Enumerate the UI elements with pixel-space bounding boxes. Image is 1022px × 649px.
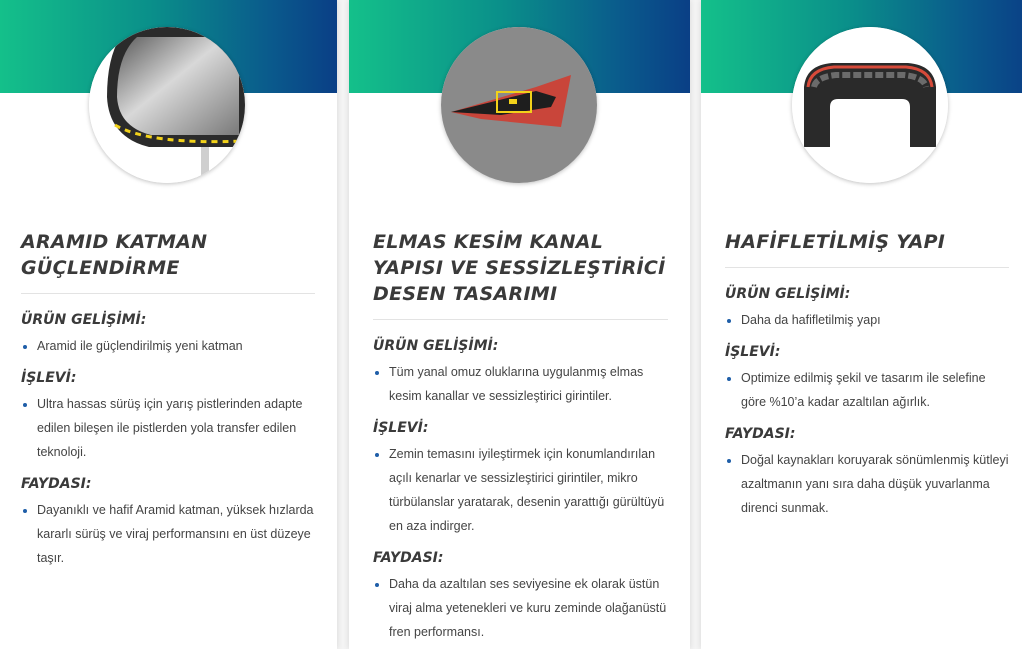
section-function xyxy=(725,342,1009,414)
tire-groove-cut-icon xyxy=(441,27,597,183)
section-heading: ÜRÜN GELİŞİMİ: xyxy=(373,338,499,354)
divider xyxy=(373,319,668,320)
section-development xyxy=(373,336,668,408)
card-content xyxy=(725,229,1009,530)
list-item: Tüm yanal omuz oluklarına uygulanmış elmas kesim kanallar ve sessizleştirici girintiler. xyxy=(373,360,668,408)
section-benefit xyxy=(21,474,315,570)
section-heading: ÜRÜN GELİŞİMİ: xyxy=(725,286,851,302)
section-development xyxy=(725,284,1009,332)
list-item: Ultra hassas sürüş için yarış pistlerinden adapte edilen bileşen ile pistlerden yola transfer edilen teknoloji. xyxy=(21,392,315,464)
card-title: ELMAS KESİM KANAL YAPISI VE SESSİZLEŞTİRİCİ DESEN TASARIMI xyxy=(373,231,666,305)
card-content xyxy=(21,229,315,580)
list-item: Dayanıklı ve hafif Aramid katman, yüksek hızlarda kararlı sürüş ve viraj performansını en üst düzeye taşır. xyxy=(21,498,315,570)
tire-sidewall-aramid-icon xyxy=(89,27,245,183)
list-item: Daha da hafifletilmiş yapı xyxy=(725,308,1009,332)
card-title: ARAMID KATMAN GÜÇLENDİRME xyxy=(21,231,208,279)
section-function xyxy=(373,418,668,538)
section-heading: İŞLEVİ: xyxy=(725,344,781,360)
feature-card-lightweight xyxy=(701,0,1022,649)
card-content xyxy=(373,229,668,649)
divider xyxy=(725,267,1009,268)
list-item: Optimize edilmiş şekil ve tasarım ile selefine göre %10’a kadar azaltılan ağırlık. xyxy=(725,366,1009,414)
list-item: Aramid ile güçlendirilmiş yeni katman xyxy=(21,334,315,358)
section-development xyxy=(21,310,315,358)
divider xyxy=(21,293,315,294)
card-title: HAFİFLETİLMİŞ YAPI xyxy=(725,231,946,253)
section-heading: İŞLEVİ: xyxy=(373,420,429,436)
section-heading: ÜRÜN GELİŞİMİ: xyxy=(21,312,147,328)
section-heading: FAYDASI: xyxy=(21,476,92,492)
tire-cross-section-icon xyxy=(792,27,948,183)
section-benefit xyxy=(373,548,668,644)
section-heading: İŞLEVİ: xyxy=(21,370,77,386)
section-heading: FAYDASI: xyxy=(725,426,796,442)
section-heading: FAYDASI: xyxy=(373,550,444,566)
section-benefit xyxy=(725,424,1009,520)
list-item: Doğal kaynakları koruyarak sönümlenmiş kütleyi azaltmanın yanı sıra daha düşük yuvarlanma direnci sunmak. xyxy=(725,448,1009,520)
list-item: Daha da azaltılan ses seviyesine ek olarak üstün viraj alma yetenekleri ve kuru zeminde olağanüstü fren performansı. xyxy=(373,572,668,644)
list-item: Zemin temasını iyileştirmek için konumlandırılan açılı kenarlar ve sessizleştirici girintiler, mikro türbülanslar yaratarak, desenin yarattığı gürültüyü en aza indirger. xyxy=(373,442,668,538)
feature-card-groove xyxy=(349,0,690,649)
section-function xyxy=(21,368,315,464)
feature-card-aramid xyxy=(0,0,337,649)
